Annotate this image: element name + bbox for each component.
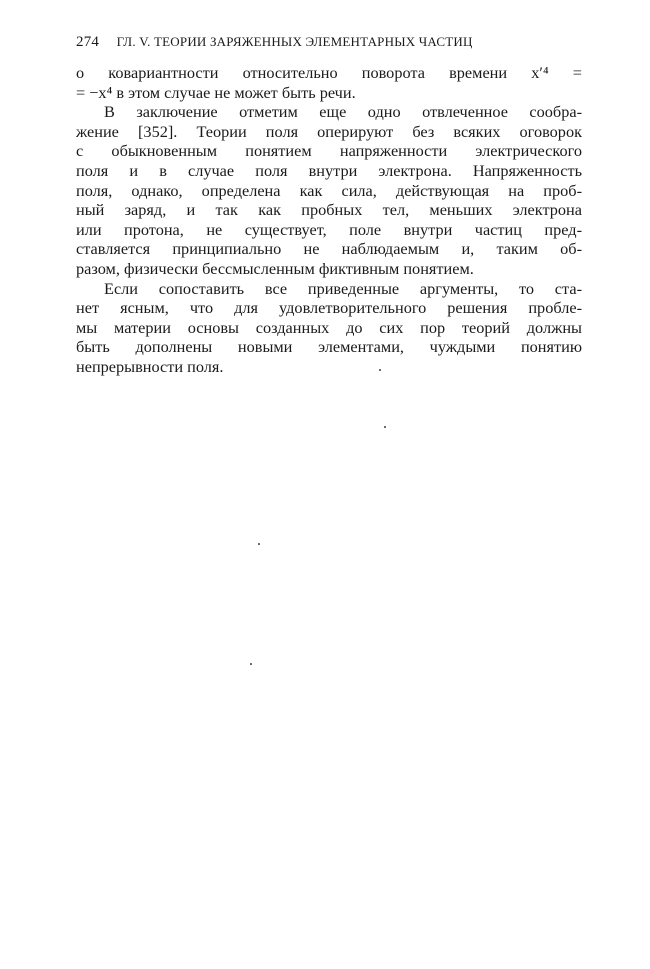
text-line: Если сопоставить все приведенные аргументы, то ста- [104,278,582,298]
scan-speck [258,543,260,545]
text-line: жение [352]. Теории поля оперируют без всяких оговорок [76,121,582,141]
text-line: поля и в случае поля внутри электрона. Напряженность [76,160,582,180]
text-line: мы материи основы созданных до сих пор теорий должны [76,317,582,337]
scan-speck [250,663,252,665]
text-line: или протона, не существует, поле внутри частиц пред- [76,219,582,239]
page-number: 274 [76,34,100,50]
text-line: быть дополнены новыми элементами, чуждыми понятию [76,337,582,357]
text-line: разом, физически бессмысленным фиктивным понятием. [76,258,474,278]
text-line: о ковариантности относительно поворота времени x′⁴ = [76,63,582,82]
text-line: нет ясным, что для удовлетворительного решения пробле- [76,298,582,318]
text-line: ставляется принципиально не наблюдаемым и, таким об- [76,239,582,259]
body-text [76,63,582,377]
text-line: поля, однако, определена как сила, действующая на проб- [76,180,582,200]
text-line: = −x⁴ в этом случае не может быть речи. [76,82,356,102]
scan-speck [379,369,381,371]
text-line: с обыкновенным понятием напряженности электрического [76,141,582,161]
text-line: ный заряд, и так как пробных тел, меньших электрона [76,200,582,220]
text-line: непрерывности поля. [76,356,224,376]
running-header [76,34,581,51]
scan-speck [384,426,386,428]
text-line: В заключение отметим еще одно отвлеченное сообра- [104,102,582,122]
chapter-title: ГЛ. V. ТЕОРИИ ЗАРЯЖЕННЫХ ЭЛЕМЕНТАРНЫХ ЧАСТИЦ [116,34,473,49]
